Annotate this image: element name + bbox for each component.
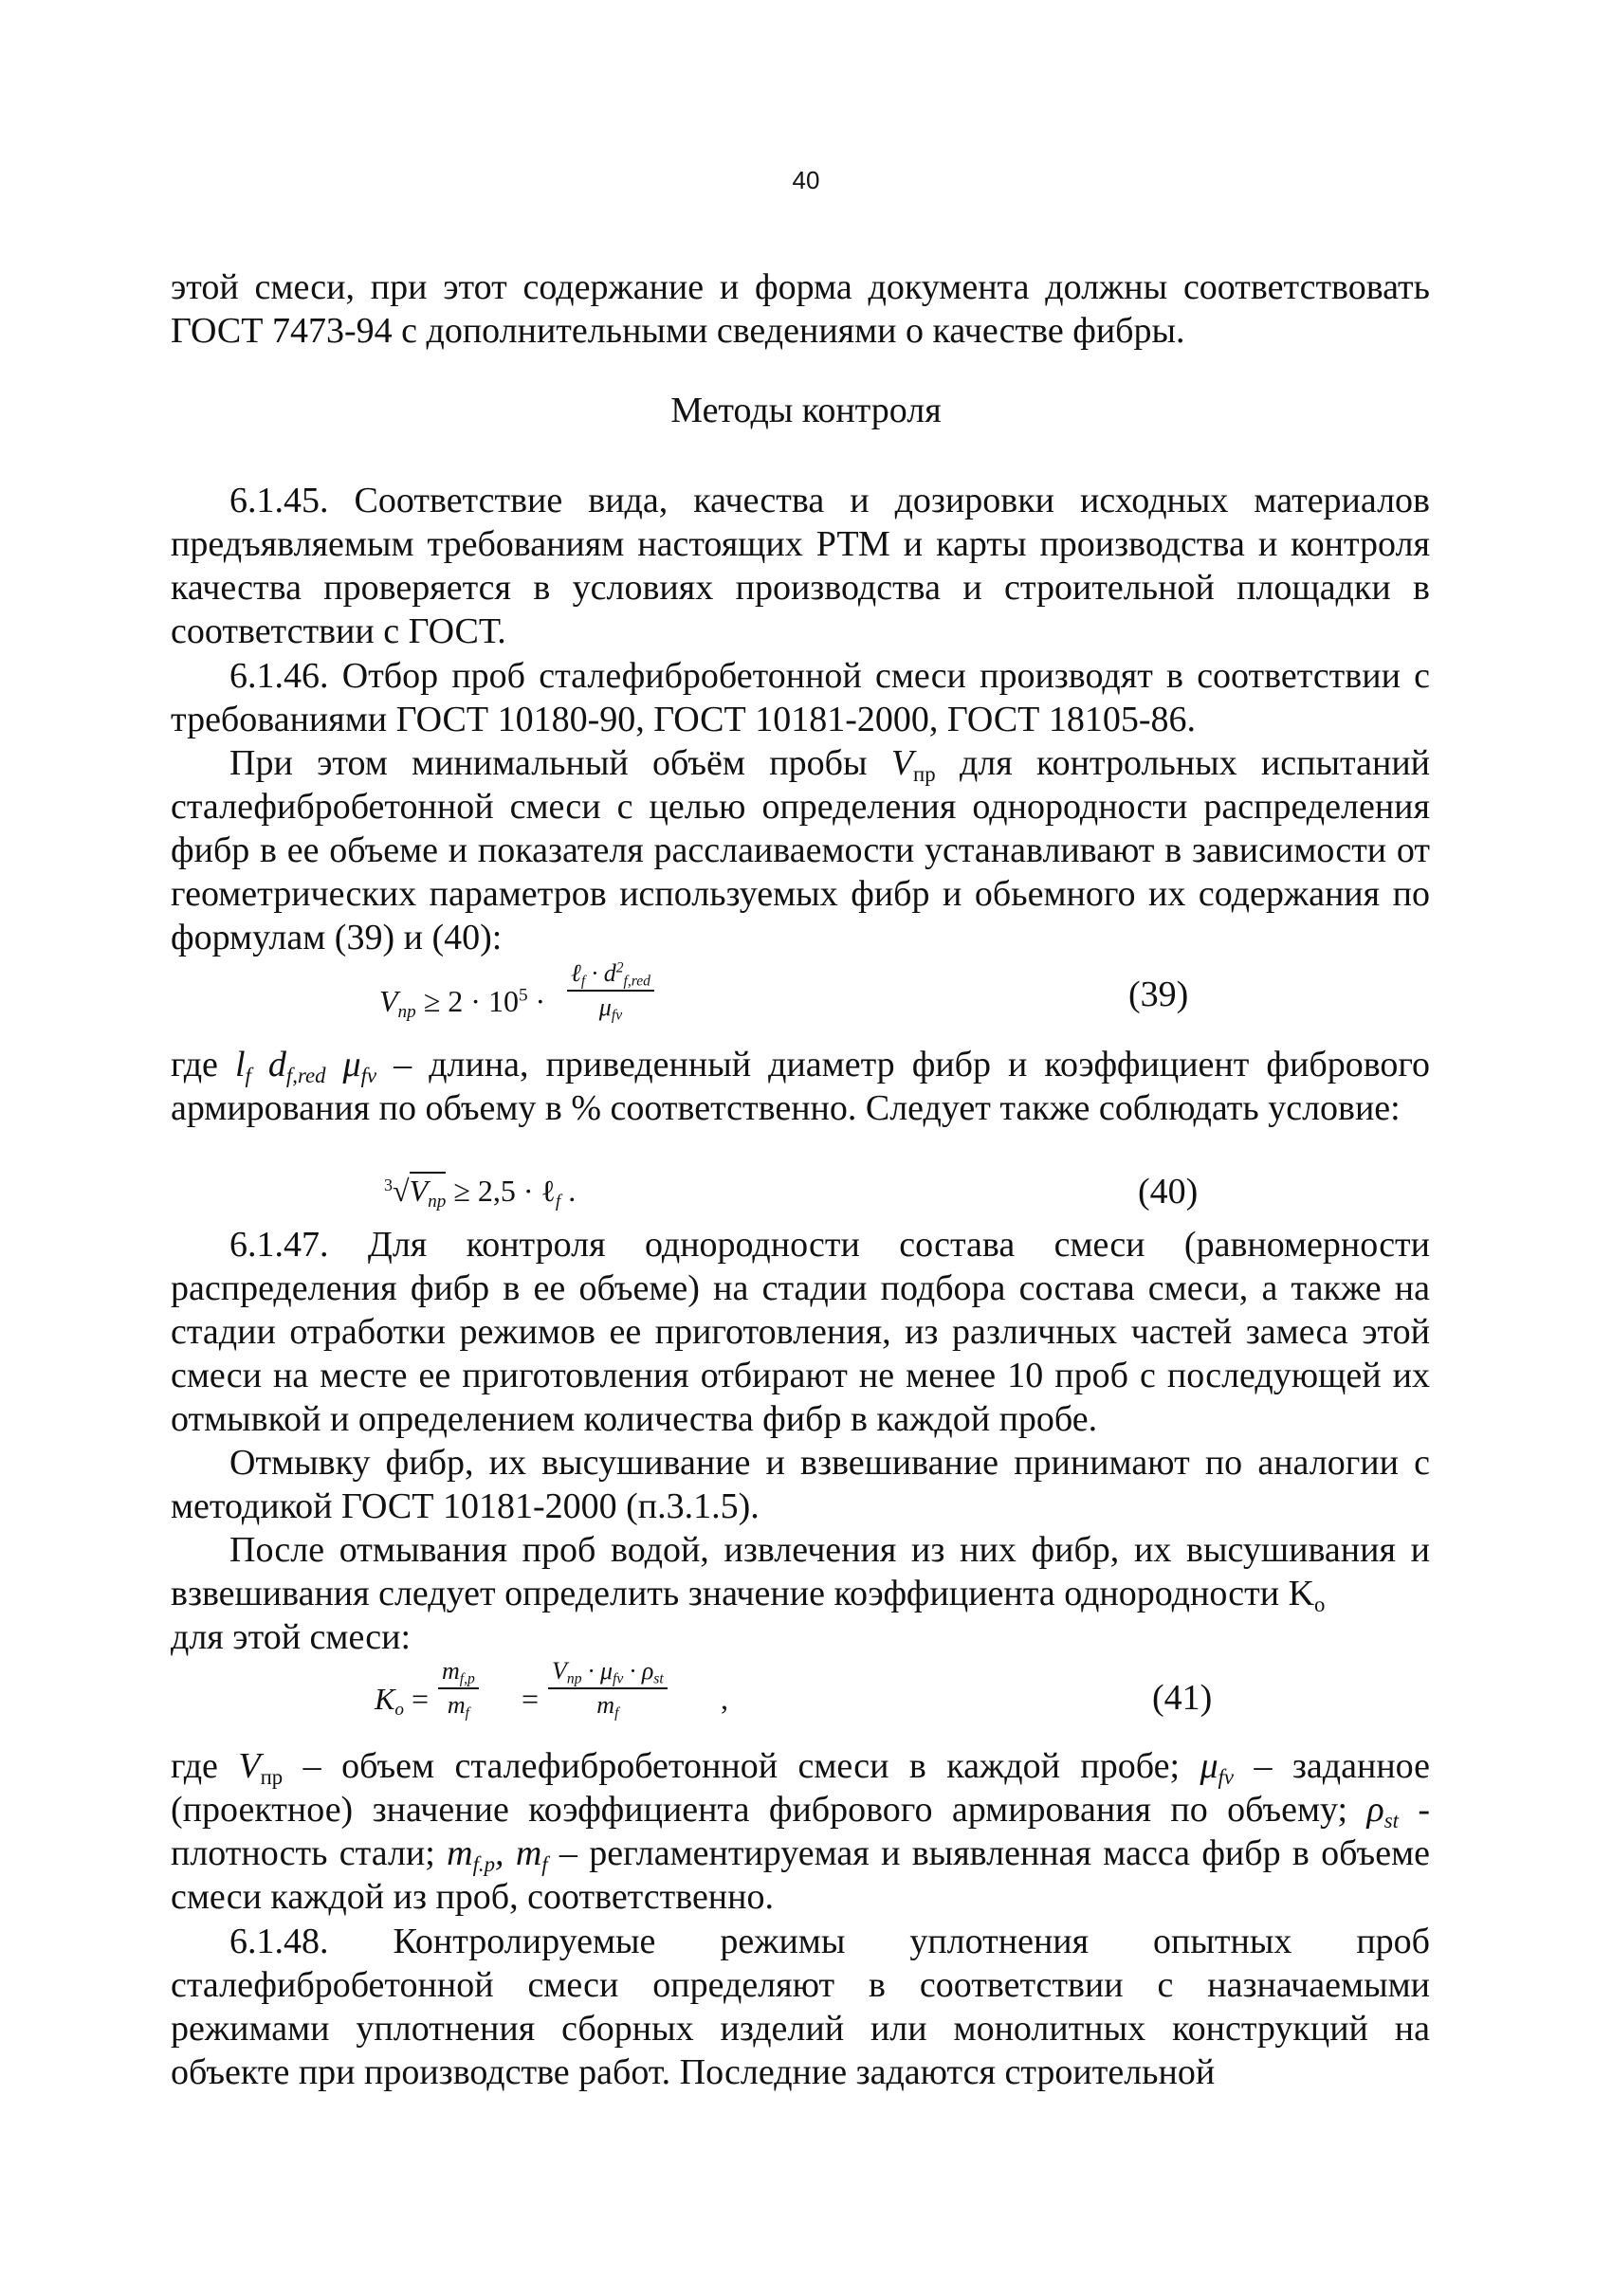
paragraph-min-volume: При этом минимальный объём пробы $V_{пр}$ для контрольных испытаний сталефибробетонной смеси с целью определения однородности распределения фибр в ее объеме и показателя расслаиваемости устанавливают в зависимости от геометрических параметров используемых фибр и обьемного их содержания по формулам (39) и (40):	[171, 743, 1430, 957]
section-heading: Методы контроля	[670, 391, 942, 430]
paragraph-6-1-47: 6.1.47. Для контроля однородности состава смеси (равномерности распределения фибр в ее объеме) на стадии подбора состава смеси, а также на стадии отработки режимов ее приготовления, из различных частей замеса этой смеси на месте ее приготовления отбирают не менее 10 проб с последующей их отмывкой и определением количества фибр в каждой пробе.	[171, 1225, 1430, 1439]
var-v-pr: V	[890, 743, 914, 783]
formula-41-number: (41)	[1152, 1678, 1213, 1718]
paragraph-continuation: этой смеси, при этот содержание и форма документа должны соответствовать ГОСТ 7473-94 с дополнительными сведениями о качестве фибры.	[171, 267, 1430, 351]
formula-39-number: (39)	[1128, 975, 1189, 1014]
formula-40-number: (40)	[1138, 1172, 1199, 1212]
paragraph-washing: Отмывку фибр, их высушивание и взвешивание принимают по аналогии с методикой ГОСТ 10181-2000 (п.3.1.5).	[171, 1443, 1430, 1526]
document-page: 40 этой смеси, при этот содержание и форма документа должны соответствовать ГОСТ 7473-94 с дополнительными сведениями о качестве фибры. Методы контроля 6.1.45. Соответствие вида, качества и дозировки исходных материалов предъявляемым требованиям настоящих РТМ и карты производства и контроля качества проверяется в условиях производства и строительной площадки в соответствии с ГОСТ. 6.1.46. Отбор проб сталефибробетонной смеси производят в соответствии с требованиями ГОСТ 10180-90, ГОСТ 10181-2000, ГОСТ 18105-86. При этом минимальный объём пробы $V_{пр}$ для контрольных испытаний сталефибробетонной смеси с целью определения однородности распределения фибр в ее объеме и показателя расслаиваемости устанавливают в зависимости от геометрических параметров используемых фибр и обьемного их содержания по формулам (39) и (40): $V_{пр} \ge 2 \cdot 10^5$ · ℓ$_f$ · $d^2_{f,red}$ $\mu_{fv}$ (39) где $l_f$ $d_{f,red}$ $\mu_{fv}$ – длина, приведенный диаметр фибр и коэффициент фибрового армирования по объему в % соответственно. Следует также соблюдать условие: $^3√V_{пр} \ge 2,5$ · ℓ$_f$ . (40) 6.1.47. Для контроля однородности состава смеси (равномерности распределения фибр в ее объеме) на стадии подбора состава смеси, а также на стадии отработки режимов ее приготовления, из различных частей замеса этой смеси на месте ее приготовления отбирают не менее 10 проб с последующей их отмывкой и определением количества фибр в каждой пробе. Отмывку фибр, их высушивание и взвешивание принимают по аналогии с методикой ГОСТ 10181-2000 (п.3.1.5). После отмывания проб водой, извлечения из них фибр, их высушивания и взвешивания следует определить значение коэффициента однородности $K_о$ для этой смеси: $K_о$ = $\frac{m_{f,p}}{m_f}$ = $V_{пр} \cdot \mu_{fv} \cdot \rho_{st}$ $m_f$ , (41) где $V_{пр}$ – объем сталефибробетонной смеси в каждой пробе; $\mu_{fv}$ – заданное (проектное) значение коэффициента фибрового армирования по объему; $\rho_{st}$ - плотность стали; $m_{f.p}$, $m_f$ – регламентируемая и выявленная масса фибр в объеме смеси каждой из проб, соответственно. 6.1.48. Контролируемые режимы уплотнения опытных проб сталефибробетонной смеси определяют в соответствии с назначаемыми режимами уплотнения сборных изделий или монолитных конструкций на объекте при производстве работ. Последние задаются строительной	[0, 0, 1612, 2296]
paragraph-where-41: где $V_{пр}$ – объем сталефибробетонной смеси в каждой пробе; $\mu_{fv}$ – заданное (проектное) значение коэффициента фибрового армирования по объему; $\rho_{st}$ - плотность стали; $m_{f.p}$, $m_f$ – регламентируемая и выявленная масса фибр в объеме смеси каждой из проб, соответственно.	[171, 1746, 1430, 1917]
paragraph-6-1-48: 6.1.48. Контролируемые режимы уплотнения опытных проб сталефибробетонной смеси определяют в соответствии с назначаемыми режимами уплотнения сборных изделий или монолитных конструкций на объекте при производстве работ. Последние задаются строительной	[171, 1922, 1430, 2092]
formula-39-fraction: ℓ$_f$ · $d^2_{f,red}$ $\mu_{fv}$	[567, 959, 654, 1022]
paragraph-where-39: где $l_f$ $d_{f,red}$ $\mu_{fv}$ – длина, приведенный диаметр фибр и коэффициент фибрового армирования по объему в % соответственно. Следует также соблюдать условие:	[171, 1045, 1431, 1128]
paragraph-6-1-45: 6.1.45. Соответствие вида, качества и дозировки исходных материалов предъявляемым требованиям настоящих РТМ и карты производства и контроля качества проверяется в условиях производства и строительной площадки в соответствии с ГОСТ.	[171, 481, 1430, 651]
formula-41-fraction-2: $V_{пр} \cdot \mu_{fv} \cdot \rho_{st}$ $m_f$	[548, 1657, 668, 1720]
formula-41-fraction-1: $\frac{m_{f,p}}{m_f}$	[438, 1657, 479, 1720]
paragraph-after-washing: После отмывания проб водой, извлечения из них фибр, их высушивания и взвешивания следует определить значение коэффициента однородности $K_о$ для этой смеси:	[171, 1530, 1430, 1657]
paragraph-6-1-46: 6.1.46. Отбор проб сталефибробетонной смеси производят в соответствии с требованиями ГОСТ 10180-90, ГОСТ 10181-2000, ГОСТ 18105-86.	[171, 656, 1430, 739]
page-number: 40	[792, 166, 820, 194]
